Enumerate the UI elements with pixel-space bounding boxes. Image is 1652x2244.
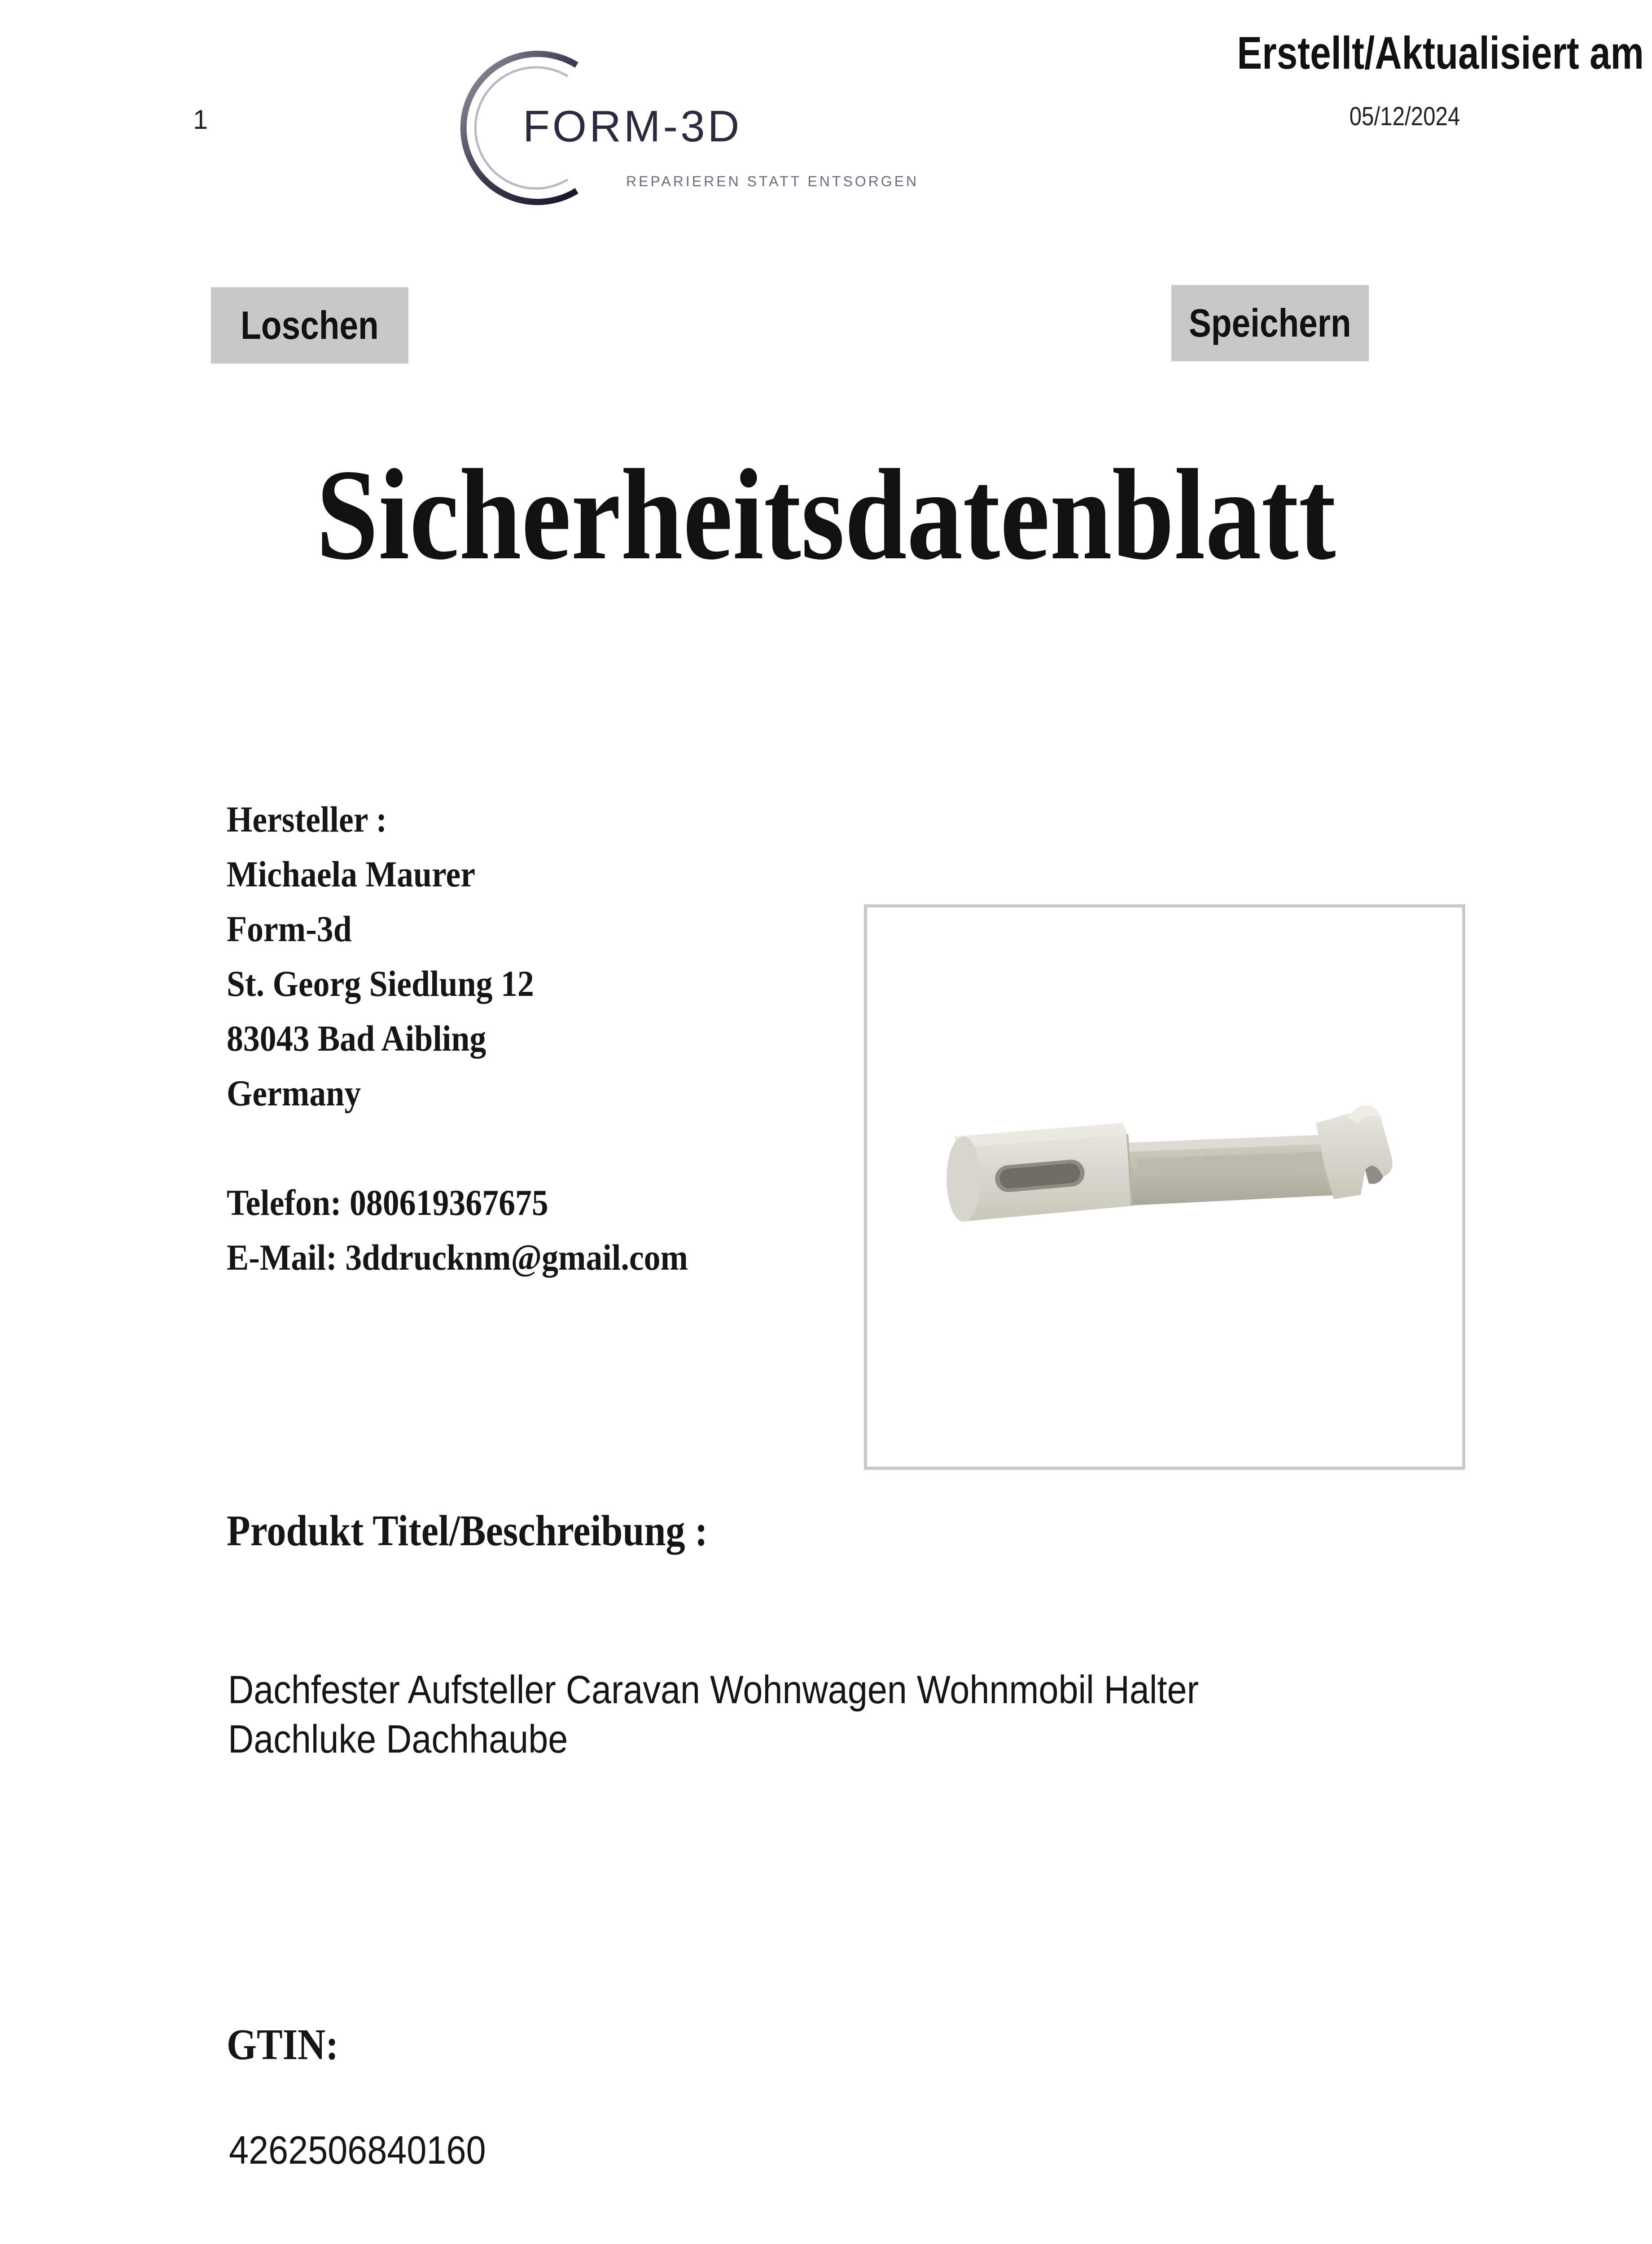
- save-button-label: Speichern: [1189, 301, 1351, 345]
- product-heading: Produkt Titel/Beschreibung :: [227, 1507, 708, 1555]
- manufacturer-city: 83043 Bad Aibling: [227, 1018, 486, 1059]
- manufacturer-email: E-Mail: 3ddrucknm@gmail.com: [227, 1237, 688, 1278]
- manufacturer-company: Form-3d: [227, 908, 352, 949]
- page-title: Sicherheitsdatenblatt: [316, 443, 1336, 587]
- delete-button[interactable]: [211, 287, 408, 364]
- manufacturer-country: Germany: [227, 1073, 361, 1113]
- product-image: [864, 904, 1465, 1470]
- roof-vent-holder-part-image: [867, 907, 1462, 1467]
- gtin-heading: GTIN:: [227, 2020, 339, 2069]
- page-number-top: 1: [193, 105, 208, 135]
- save-button[interactable]: [1171, 285, 1369, 361]
- logo-wordmark: FORM-3D: [523, 101, 742, 151]
- delete-button-label: Loschen: [241, 303, 379, 347]
- manufacturer-block: [227, 792, 739, 1285]
- manufacturer-name: Michaela Maurer: [227, 854, 476, 894]
- form-3d-logo: [417, 38, 956, 218]
- manufacturer-phone: Telefon: 080619367675: [227, 1182, 548, 1223]
- product-description: Dachfester Aufsteller Caravan Wohnwagen Wohnmobil Halter Dachluke Dachhaube: [228, 1667, 1199, 1761]
- updated-label: Erstellt/Aktualisiert am: [1237, 27, 1644, 79]
- manufacturer-street: St. Georg Siedlung 12: [227, 963, 534, 1004]
- manufacturer-heading: Hersteller :: [227, 799, 387, 840]
- logo-tagline: REPARIEREN STATT ENTSORGEN: [626, 173, 919, 189]
- gtin-value: 4262506840160: [229, 2128, 486, 2172]
- updated-date: 05/12/2024: [1349, 102, 1460, 131]
